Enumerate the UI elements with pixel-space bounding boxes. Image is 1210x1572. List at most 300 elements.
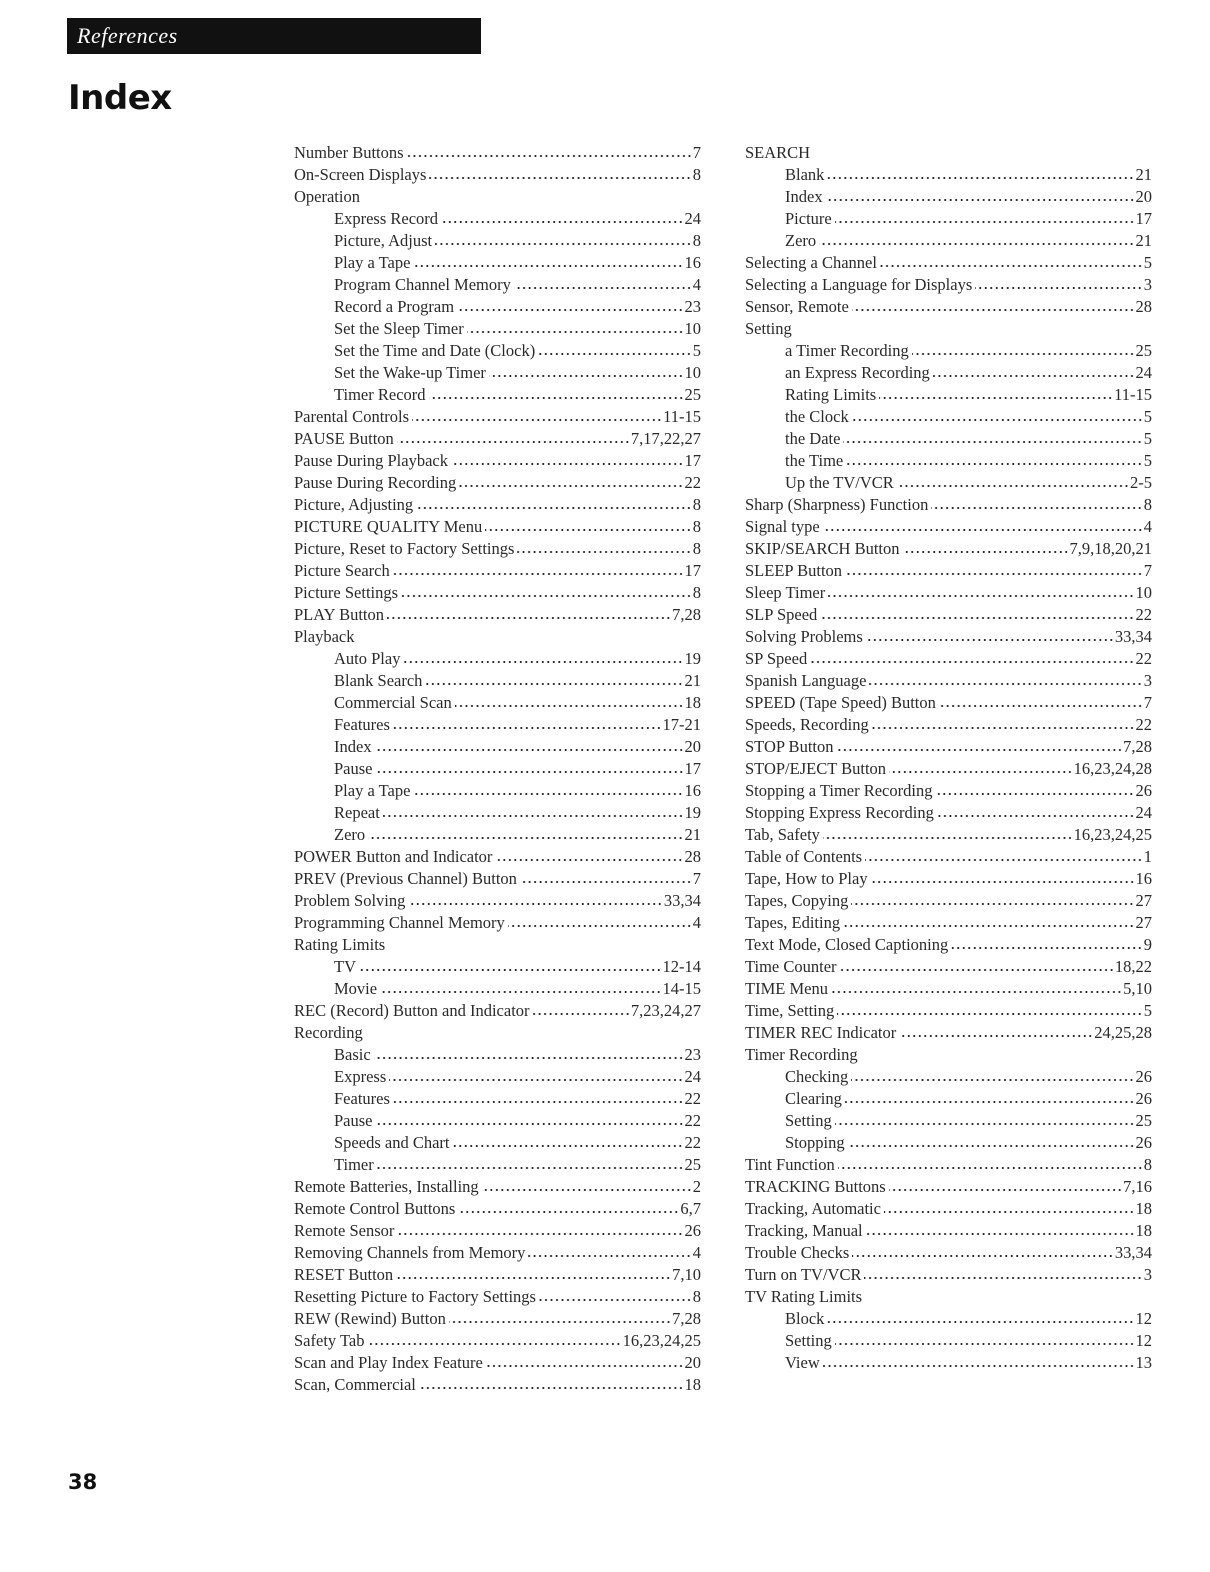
index-page-ref: 22 [684, 1133, 701, 1152]
index-page-ref: 33,34 [1114, 1243, 1152, 1262]
index-term: Up the TV/VCR [785, 473, 894, 492]
index-page-ref: 24 [1135, 363, 1152, 382]
index-subentry [745, 362, 1152, 384]
index-entry [745, 692, 1152, 714]
dot-leader [457, 308, 683, 312]
index-subentry [745, 186, 1152, 208]
index-subentry [294, 208, 701, 230]
dot-leader [951, 946, 1143, 950]
index-page-ref: 11-15 [663, 407, 701, 426]
dot-leader [458, 1210, 679, 1214]
index-entry [745, 538, 1152, 560]
dot-leader [397, 440, 630, 444]
index-subentry [294, 692, 701, 714]
index-term: Zero [334, 825, 366, 844]
page-number: 38 [68, 1470, 98, 1494]
index-term: Removing Channels from Memory [294, 1243, 526, 1262]
dot-leader [872, 726, 1135, 730]
index-term: Features [334, 715, 390, 734]
index-entry [745, 1044, 1152, 1066]
dot-leader [419, 1386, 684, 1390]
index-page-ref: 16,23,24,28 [1073, 759, 1152, 778]
index-entry [294, 846, 701, 868]
index-page-ref: 20 [1135, 187, 1152, 206]
index-term: Sleep Timer [745, 583, 826, 602]
index-term: Blank [785, 165, 825, 184]
index-entry [294, 582, 701, 604]
index-term: Scan, Commercial [294, 1375, 416, 1394]
index-page-ref: 4 [692, 1243, 701, 1262]
index-term: Parental Controls [294, 407, 410, 426]
dot-leader [975, 286, 1142, 290]
index-term: Scan and Play Index Feature [294, 1353, 483, 1372]
dot-leader [845, 572, 1143, 576]
index-page-ref: 17 [684, 759, 701, 778]
dot-leader [397, 1232, 683, 1236]
index-page-ref: 17 [684, 451, 701, 470]
index-term: TIMER REC Indicator [745, 1023, 897, 1042]
index-term: Repeat [334, 803, 380, 822]
dot-leader [823, 1364, 1135, 1368]
index-page-ref: 7,28 [672, 1309, 701, 1328]
index-term: SPEED (Tape Speed) Button [745, 693, 936, 712]
index-entry [294, 1286, 701, 1308]
dot-leader [852, 418, 1143, 422]
index-term: Movie [334, 979, 378, 998]
index-page-ref: 26 [1135, 1133, 1152, 1152]
index-page-ref: 7,16 [1123, 1177, 1152, 1196]
index-entry [745, 582, 1152, 604]
dot-leader [429, 396, 684, 400]
index-page-ref: 21 [1135, 165, 1152, 184]
dot-leader [884, 1210, 1135, 1214]
index-page-ref: 13 [1135, 1353, 1152, 1372]
index-term: Features [334, 1089, 390, 1108]
index-page-ref: 7,28 [1123, 737, 1152, 756]
index-entry [745, 142, 1152, 164]
index-entry [745, 934, 1152, 956]
dot-leader [441, 220, 683, 224]
index-term: Speeds and Chart [334, 1133, 450, 1152]
index-subentry [294, 252, 701, 274]
dot-leader [376, 1122, 684, 1126]
index-subentry [294, 1132, 701, 1154]
index-page-ref: 6,7 [680, 1199, 701, 1218]
index-term: SKIP/SEARCH Button [745, 539, 900, 558]
index-term: Checking [785, 1067, 849, 1086]
dot-leader [871, 880, 1135, 884]
index-term: Program Channel Memory [334, 275, 511, 294]
index-page-ref: 4 [692, 913, 701, 932]
index-term: PREV (Previous Channel) Button [294, 869, 517, 888]
dot-leader [851, 1078, 1134, 1082]
index-term: TIME Menu [745, 979, 828, 998]
index-term: Express [334, 1067, 387, 1086]
index-entry [294, 1220, 701, 1242]
dot-leader [840, 968, 1114, 972]
index-entry [745, 1176, 1152, 1198]
index-term: Number Buttons [294, 143, 404, 162]
index-term: Programming Channel Memory [294, 913, 505, 932]
index-term: SEARCH [745, 143, 811, 162]
index-subentry [294, 802, 701, 824]
index-page-ref: 20 [684, 737, 701, 756]
dot-leader [429, 176, 691, 180]
index-term: Remote Sensor [294, 1221, 395, 1240]
dot-leader [413, 792, 683, 796]
index-term: Picture, Reset to Factory Settings [294, 539, 515, 558]
index-entry [745, 252, 1152, 274]
index-page-ref: 9 [1143, 935, 1152, 954]
dot-leader [845, 1100, 1135, 1104]
index-entry [294, 1000, 701, 1022]
index-page-ref: 3 [1143, 671, 1152, 690]
index-subentry [294, 384, 701, 406]
index-entry [294, 186, 701, 208]
dot-leader [375, 748, 684, 752]
index-term: POWER Button and Indicator [294, 847, 493, 866]
dot-leader [912, 352, 1135, 356]
index-page-ref: 25 [684, 385, 701, 404]
index-term: PAUSE Button [294, 429, 394, 448]
dot-leader [852, 308, 1135, 312]
index-page-ref: 22 [684, 1089, 701, 1108]
index-page-ref: 14-15 [662, 979, 701, 998]
index-term: a Timer Recording [785, 341, 909, 360]
dot-leader [846, 462, 1143, 466]
index-page-ref: 7 [692, 143, 701, 162]
index-page-ref: 5 [1143, 451, 1152, 470]
index-entry [745, 956, 1152, 978]
index-entry [745, 494, 1152, 516]
index-entry [745, 516, 1152, 538]
dot-leader [865, 858, 1143, 862]
index-term: SP Speed [745, 649, 808, 668]
dot-leader [449, 1320, 671, 1324]
index-entry [294, 868, 701, 890]
index-term: Index [334, 737, 372, 756]
index-term: Stopping Express Recording [745, 803, 934, 822]
index-page-ref: 17 [1135, 209, 1152, 228]
dot-leader [452, 1144, 683, 1148]
index-term: Rating Limits [785, 385, 877, 404]
index-page-ref: 16,23,24,25 [622, 1331, 701, 1350]
index-entry [294, 1022, 701, 1044]
index-entry [294, 450, 701, 472]
dot-leader [831, 990, 1122, 994]
index-term: Sensor, Remote [745, 297, 849, 316]
dot-leader [866, 1232, 1135, 1236]
index-entry [745, 1000, 1152, 1022]
index-entry [745, 318, 1152, 340]
index-page-ref: 18 [684, 1375, 701, 1394]
index-subentry [745, 406, 1152, 428]
index-subentry [745, 164, 1152, 186]
index-term: View [785, 1353, 820, 1372]
dot-leader [435, 242, 692, 246]
index-entry [294, 164, 701, 186]
index-entry [745, 890, 1152, 912]
dot-leader [407, 154, 692, 158]
index-entry [294, 1242, 701, 1264]
index-term: Setting [785, 1111, 832, 1130]
index-page-ref: 10 [1135, 583, 1152, 602]
index-page-ref: 26 [1135, 1089, 1152, 1108]
dot-leader [533, 1012, 630, 1016]
index-term: Tapes, Copying [745, 891, 849, 910]
index-page-ref: 27 [1135, 891, 1152, 910]
dot-leader [835, 1122, 1135, 1126]
dot-leader [810, 660, 1134, 664]
dot-leader [489, 374, 684, 378]
index-subentry [294, 1044, 701, 1066]
index-page-ref: 25 [684, 1155, 701, 1174]
index-page-ref: 26 [1135, 1067, 1152, 1086]
index-entry [745, 1022, 1152, 1044]
index-term: Timer Recording [745, 1045, 858, 1064]
index-term: PLAY Button [294, 605, 385, 624]
index-entry [294, 1374, 701, 1396]
index-page-ref: 22 [1135, 715, 1152, 734]
index-entry [294, 626, 701, 648]
index-subentry [294, 340, 701, 362]
index-subentry [745, 1330, 1152, 1352]
dot-leader [819, 242, 1134, 246]
dot-leader [827, 176, 1134, 180]
index-term: Play a Tape [334, 253, 411, 272]
dot-leader [393, 726, 662, 730]
index-subentry [745, 1132, 1152, 1154]
index-subentry [745, 450, 1152, 472]
dot-leader [393, 572, 684, 576]
index-subentry [294, 318, 701, 340]
dot-leader [380, 990, 661, 994]
index-page-ref: 27 [1135, 913, 1152, 932]
index-term: Tint Function [745, 1155, 835, 1174]
index-page-ref: 8 [692, 539, 701, 558]
index-page-ref: 10 [684, 363, 701, 382]
dot-leader [835, 220, 1135, 224]
index-page-ref: 17-21 [662, 715, 701, 734]
index-subentry [294, 274, 701, 296]
index-term: Text Mode, Closed Captioning [745, 935, 949, 954]
index-term: an Express Recording [785, 363, 930, 382]
index-term: Tab, Safety [745, 825, 820, 844]
dot-leader [359, 968, 662, 972]
index-entry [745, 1286, 1152, 1308]
index-entry [294, 1352, 701, 1374]
index-term: Problem Solving [294, 891, 406, 910]
dot-leader [899, 1034, 1093, 1038]
index-term: Picture Settings [294, 583, 399, 602]
index-entry [745, 824, 1152, 846]
index-page-ref: 10 [684, 319, 701, 338]
index-subentry [745, 384, 1152, 406]
index-page-ref: 22 [684, 1111, 701, 1130]
index-term: RESET Button [294, 1265, 394, 1284]
index-entry [294, 934, 701, 956]
index-term: Table of Contents [745, 847, 863, 866]
index-entry [745, 670, 1152, 692]
index-page-ref: 16,23,24,25 [1073, 825, 1152, 844]
dot-leader [539, 1298, 692, 1302]
index-entry [294, 494, 701, 516]
index-page-ref: 5 [1143, 407, 1152, 426]
index-term: the Clock [785, 407, 849, 426]
index-term: the Date [785, 429, 841, 448]
index-page-ref: 5 [1143, 1001, 1152, 1020]
index-page-ref: 18 [684, 693, 701, 712]
index-page-ref: 22 [684, 473, 701, 492]
index-term: Record a Program [334, 297, 455, 316]
index-term: Set the Sleep Timer [334, 319, 464, 338]
page-title: Index [68, 78, 172, 118]
index-page-ref: 7,9,18,20,21 [1069, 539, 1152, 558]
index-page-ref: 25 [1135, 341, 1152, 360]
index-term: Playback [294, 627, 355, 646]
index-term: SLEEP Button [745, 561, 843, 580]
dot-leader [393, 1100, 684, 1104]
dot-leader [396, 1276, 671, 1280]
index-term: Trouble Checks [745, 1243, 850, 1262]
index-term: Safety Tab [294, 1331, 365, 1350]
index-entry [745, 1220, 1152, 1242]
index-term: Express Record [334, 209, 439, 228]
index-subentry [745, 230, 1152, 252]
index-page-ref: 12 [1135, 1309, 1152, 1328]
index-entry [745, 296, 1152, 318]
index-term: Picture Search [294, 561, 390, 580]
dot-leader [848, 1144, 1135, 1148]
dot-leader [425, 682, 683, 686]
index-term: Picture [785, 209, 832, 228]
dot-leader [374, 1056, 684, 1060]
index-page-ref: 5 [1143, 253, 1152, 272]
index-subentry [294, 736, 701, 758]
index-subentry [294, 978, 701, 1000]
index-subentry [294, 1066, 701, 1088]
dot-leader [495, 858, 683, 862]
index-page-ref: 22 [1135, 605, 1152, 624]
index-term: Block [785, 1309, 825, 1328]
dot-leader [851, 902, 1134, 906]
index-subentry [294, 1110, 701, 1132]
index-entry [294, 1198, 701, 1220]
dot-leader [383, 814, 684, 818]
index-page-ref: 2 [692, 1177, 701, 1196]
index-subentry [745, 340, 1152, 362]
index-page-ref: 8 [1143, 1155, 1152, 1174]
dot-leader [401, 594, 692, 598]
index-page-ref: 25 [1135, 1111, 1152, 1130]
index-term: Remote Control Buttons [294, 1199, 456, 1218]
index-term: Turn on TV/VCR [745, 1265, 862, 1284]
index-entry [745, 626, 1152, 648]
index-subentry [294, 648, 701, 670]
index-term: TV Rating Limits [745, 1287, 863, 1306]
index-entry [745, 1242, 1152, 1264]
index-term: Play a Tape [334, 781, 411, 800]
index-term: Set the Time and Date (Clock) [334, 341, 536, 360]
index-page-ref: 7,23,24,27 [630, 1001, 701, 1020]
index-page-ref: 5 [692, 341, 701, 360]
dot-leader [508, 924, 692, 928]
index-term: Clearing [785, 1089, 842, 1108]
index-page-ref: 18,22 [1114, 957, 1152, 976]
index-entry [745, 1198, 1152, 1220]
index-term: Spanish Language [745, 671, 867, 690]
dot-leader [937, 814, 1135, 818]
index-page-ref: 7,17,22,27 [630, 429, 701, 448]
index-term: Set the Wake-up Timer [334, 363, 486, 382]
index-term: TRACKING Buttons [745, 1177, 886, 1196]
index-entry [745, 736, 1152, 758]
index-page-ref: 7,10 [672, 1265, 701, 1284]
dot-leader [368, 836, 683, 840]
index-page-ref: 18 [1135, 1199, 1152, 1218]
dot-leader [869, 682, 1142, 686]
index-subentry [294, 296, 701, 318]
dot-leader [903, 550, 1069, 554]
index-term: Commercial Scan [334, 693, 452, 712]
dot-leader [514, 286, 692, 290]
index-page-ref: 12-14 [662, 957, 701, 976]
dot-leader [820, 616, 1134, 620]
index-entry [294, 406, 701, 428]
index-term: STOP/EJECT Button [745, 759, 887, 778]
dot-leader [866, 638, 1114, 642]
index-entry [294, 912, 701, 934]
dot-leader [376, 770, 684, 774]
dot-leader [889, 1188, 1122, 1192]
index-column-left [294, 142, 701, 1396]
dot-leader [828, 594, 1134, 598]
index-page-ref: 23 [684, 297, 701, 316]
index-page-ref: 24 [684, 1067, 701, 1086]
index-entry [745, 560, 1152, 582]
index-page-ref: 26 [1135, 781, 1152, 800]
index-term: PICTURE QUALITY Menu [294, 517, 483, 536]
dot-leader [879, 396, 1113, 400]
section-label: References [77, 23, 178, 48]
index-term: Setting [745, 319, 792, 338]
index-entry [745, 978, 1152, 1000]
index-subentry [294, 824, 701, 846]
index-entry [745, 868, 1152, 890]
index-subentry [294, 230, 701, 252]
index-term: Blank Search [334, 671, 423, 690]
index-entry [294, 516, 701, 538]
dot-leader [455, 704, 684, 708]
index-term: On-Screen Displays [294, 165, 427, 184]
dot-leader [387, 616, 671, 620]
index-page-ref: 24 [684, 209, 701, 228]
index-subentry [294, 1154, 701, 1176]
index-subentry [745, 208, 1152, 230]
index-term: Pause [334, 1111, 373, 1130]
index-page-ref: 8 [692, 495, 701, 514]
index-page-ref: 3 [1143, 1265, 1152, 1284]
index-subentry [294, 1088, 701, 1110]
index-page-ref: 7,28 [672, 605, 701, 624]
index-entry [745, 1154, 1152, 1176]
index-term: Pause During Playback [294, 451, 448, 470]
index-page-ref: 24,25,28 [1094, 1023, 1152, 1042]
dot-leader [485, 528, 692, 532]
dot-leader [843, 440, 1142, 444]
dot-leader [935, 792, 1134, 796]
index-term: Tapes, Editing [745, 913, 841, 932]
